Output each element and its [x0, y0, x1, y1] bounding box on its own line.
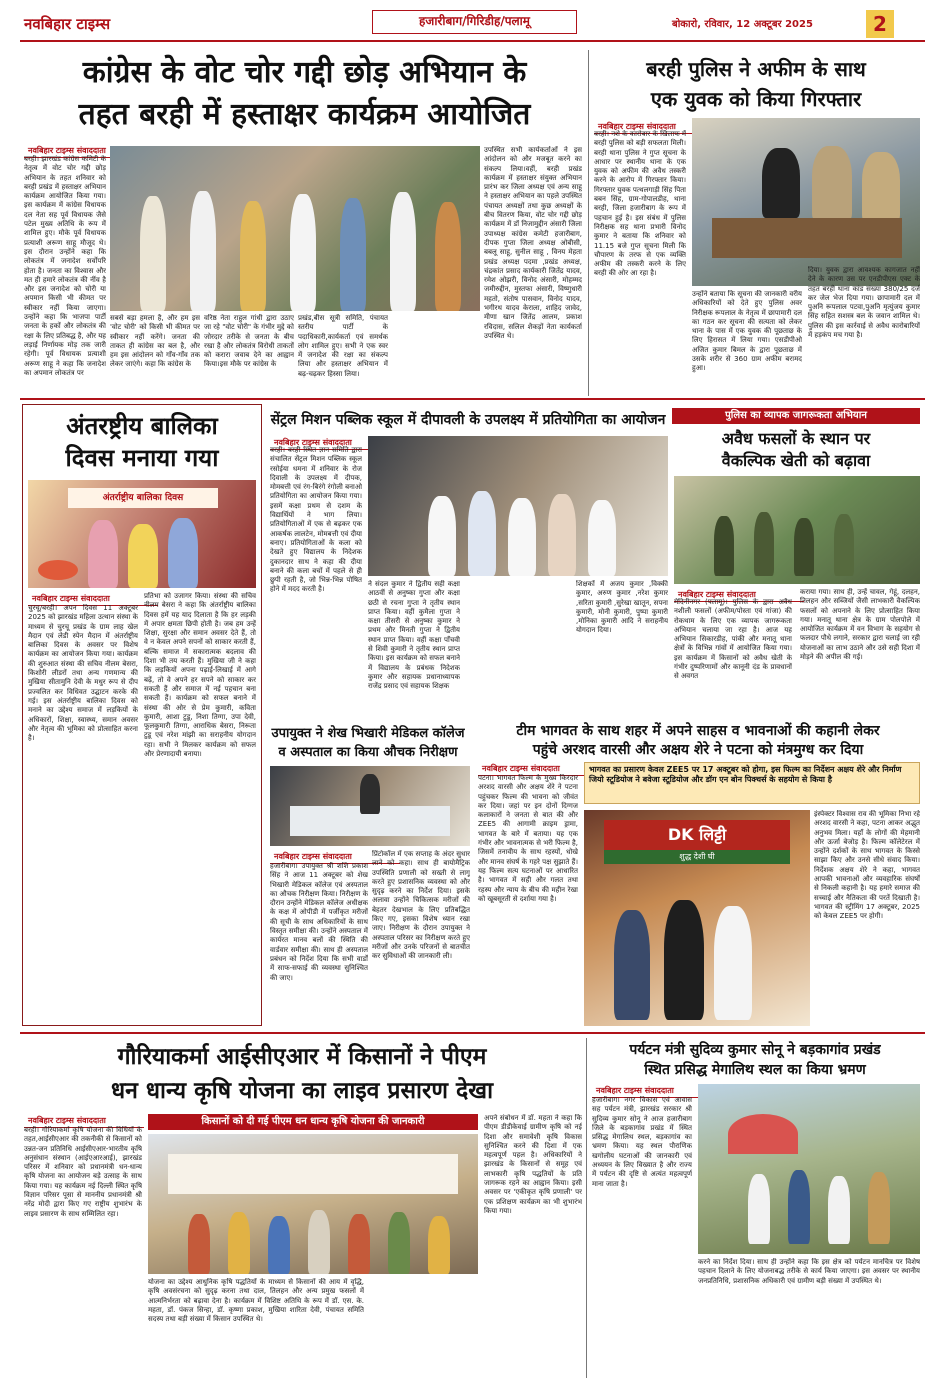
story1-col2: सबसे बड़ा हमला है, और हम इस 'वोट चोरी' को किसी भी कीमत पर स्वीकार नहीं करेंगे। जनता की ताकत ही कांग्रेस का बल है, और हम इस आंदोलन को गाँव-गाँव तक लेकर जाएंगे। कहा कि कांग्रेस के [110, 314, 200, 369]
story8-col3: अपने संबोधन में डॉ. महता ने कहा कि पीएम डीडीकेवाई ग्रामीण कृषि को नई दिशा और समावेशी कृषि विकास सुनिश्चित करने की दिशा में एक महत्वपूर्ण पहल है। अधिकारियों ने झारखंड के किसानों से समूह एवं लाभकारी कृषि पद्धतियों के प्रति जागरूक रहने का आह्वान किया। इसी अवसर पर 'एकीकृत कृषि प्रणाली' पर एक प्रशिक्षण कार्यक्रम का भी शुभारंभ किया गया। [484, 1114, 582, 1215]
column-divider-2 [586, 1038, 587, 1378]
story3-headline-line2: दिवस मनाया गया [65, 444, 219, 472]
story5-photo [674, 476, 920, 584]
paper-name: नवबिहार टाइम्स [24, 15, 111, 33]
story4-byline: नवबिहार टाइम्स संवाददाता [270, 436, 400, 450]
story7-headline-line1: टीम भागवत के साथ शहर में अपने साहस व भावनाओं की कहानी लेकर [516, 723, 880, 739]
story7-byline: नवबिहार टाइम्स संवाददाता [478, 762, 608, 776]
story8-caption: किसानों को दी गई पीएम धन धान्य कृषि योजना की जानकारी [148, 1114, 478, 1130]
story1-byline: नवबिहार टाइम्स संवाददाता [24, 144, 184, 158]
story8-photo [148, 1134, 478, 1274]
story9-col2: करने का निर्देश दिया। साथ ही उन्होंने कहा कि इस क्षेत्र को पर्यटन मानचित्र पर विशेष पहचान दिलाने के लिए योजनाबद्ध तरीके से कार्य किया जाएगा। इस अवसर पर स्थानीय जनप्रतिनिधि, प्रशासनिक अधिकारी एवं ग्रामीण बड़ी संख्या में उपस्थित थे। [698, 1258, 920, 1285]
story8-col2: योजना का उद्देश्य आधुनिक कृषि पद्धतियों के माध्यम से किसानों की आय में वृद्धि, कृषि अवसंरचना को सुदृढ़ करना तथा दाल, तिलहन और अन्य प्रमुख फसलों में आत्मनिर्भरता को बढ़ावा देना है। कार्यक्रम में विशिष्ट अतिथि के रूप में डॉ. एस. के. महता, डॉ. पंकज सिन्हा, डॉ. कृष्णा प्रकाश, मुखिया शारिता देवी, पंचायत समिति सदस्य तथा बड़ी संख्या में किसान उपस्थित थे। [148, 1278, 364, 1324]
section-rule [20, 398, 925, 400]
story6-photo [270, 766, 470, 846]
story5-col1: मेदिनीनगर (पलामू)। पुलिस के द्वारा अवैध नशीली फसलों (अफीम/पोस्ता एवं गांजा) की रोकथाम के लिए एक व्यापक जागरूकता अभियान चलाया जा रहा है। आज यह अभियान सिकारडीह, पांकी और मनातू थाना क्षेत्रों के विभिन्न गांवों में आयोजित किया गया। इस कार्यक्रम में किसानों को अवैध खेती के गंभीर दुष्परिणामों और कानूनी दंड के प्रावधानों से अवगत [674, 598, 792, 681]
story8-headline-line1: गौरियाकर्मा आईसीएआर में किसानों ने पीएम [117, 1044, 487, 1070]
story5-byline: नवबिहार टाइम्स संवाददाता [674, 588, 804, 602]
story3-col1: चुरचू/बरही। अपन दिवस 11 अक्टूबर 2025 को झारखंड महिला उत्थान संस्था के माध्यम से चुरचू प्रखंड के ग्राम लाह खेल मैदान एवं लेडी स्पेन मैदान में अंतर्राष्ट्रीय बालिका दिवस के अवसर पर विशेष कार्यक्रम का आयोजन किया गया। कार्यक्रम की शुरुआत संस्था की सचिव नीलम बेसरा, किशोरी लीडरों तथा अन्य गणमान्य की मुखिया सीतामुनि देवी के मधुर रूप से दीप प्रज्वलित कर विधिवत उद्घाटन करके की गई। इस अंतर्राष्ट्रीय बालिका दिवस को मनाने का उद्देश्य समाज में लड़कियों के अधिकारों, शिक्षा, स्वास्थ्य, समान अवसर और नेतृत्व की भूमिका को प्रोत्साहित करना है। [28, 604, 138, 743]
story2-col3: दिया। युवक द्वारा आवश्यक कागजात नहीं देने के कारण उस पर एनडीपीएस एक्ट के तहत बरही थाना कांड संख्या 380/25 दर्ज कर जेल भेज दिया गया। छापामारी दल में पुअनि रूपलाल पटवा,पुअनि मृत्युंजय कुमार सिंह सहित सशस्त्र बल के जवान शामिल थे। पुलिस की इस कार्रवाई से अवैध कारोबारियों में हड़कंप मच गया है। [808, 266, 920, 340]
story2-photo [692, 118, 920, 286]
story4-col1: बरही। बरही स्थित ज्ञान समिति द्वारा संचालित सेंट्रल मिशन पब्लिक स्कूल रसोईया धमना में शनिवार के रोज दिवाली के उपलक्ष्य में दीपक, मोमबत्ती एवं रंग-बिरंगे रंगोली बनाओ प्रतियोगिता का आयोजन किया गया। इसमें कक्षा प्रथम से दशम के विद्यार्थियों ने भाग लिया। प्रतियोगिताओं में एक से बढ़कर एक आकर्षक लालटेन, मोमबत्ती एवं दीया बनाए। प्रतियोगिताओं के कला को देखते हुए विद्यालय के निदेशक दुकानदार साथ ने कहा की दीया बनाने की कला बचों में पहले से ही छुपी रहती है, जो भिन्न-भिन्न पोषित होने में मदद करती है। [270, 446, 362, 594]
story4-headline: सेंट्रल मिशन पब्लिक स्कूल में दीपावली के उपलक्ष्य में प्रतियोगिता का आयोजन [270, 412, 666, 428]
story5-headline-line1: अवैध फसलों के स्थान पर [721, 429, 871, 448]
story1-headline-line1: कांग्रेस के वोट चोर गद्दी छोड़ अभियान के [82, 55, 527, 90]
story7-banner: DK लिट्टी [604, 820, 790, 850]
story9-headline-line1: पर्यटन मंत्री सुदिव्य कुमार सोनू ने बड़कागांव प्रखंड [629, 1042, 881, 1058]
story9-headline-line2: स्थित प्रसिद्ध मेगालिथ स्थल का किया भ्रमण [644, 1062, 866, 1078]
story1-headline [22, 52, 587, 136]
story7-photo [584, 810, 810, 1026]
story7-headline-line2: पहुंचे अरशद वारसी और अक्षय शेरे ने पटना को मंत्रमुग्ध कर दिया [532, 742, 864, 758]
story8-byline: नवबिहार टाइम्स संवाददाता [24, 1114, 144, 1128]
story1-col3: वरिष्ठ नेता राहुल गांधी द्वारा उठाए जा रहे "वोट चोरी" के गंभीर मुद्दे को जोरदार तरीके से जनता के बीच रखा है और लोकतंत्र विरोधी ताकतों को करारा जवाब देने का आह्वान किया।इस मौके पर कांग्रेस के [204, 314, 294, 369]
story6-headline-line1: उपायुक्त ने शेख भिखारी मेडिकल कॉलेज [271, 726, 465, 741]
story4-col2: ने संदल कुमार ने द्वितीय सही कक्षा आठवीं से अनुष्का गुप्ता और कक्षा छठी से रचना गुप्ता ने तृतीय स्थान प्राप्त किया। वहीं कुमैला गुप्ता ने कक्षा तीसरी से अनुष्का कुमार ने प्रथम और मिनती गुप्ता ने द्वितीय स्थान प्राप्त किया। वहीं कक्षा पाँचवी से शिवी कुमारी ने तृतीय स्थान प्राप्त किया। इस कार्यक्रम को सफल बनाने में विद्यालय के प्रबंधक निदेशक कुमार और सहायक प्रधानाध्यापक राजेंद्र प्रसाद एवं सहायक शिक्षक [368, 580, 460, 691]
story7-banner-sub: शुद्ध देशी घी [604, 850, 790, 864]
story7-highlight: भागवत का प्रसारण केवल ZEE5 पर 17 अक्टूबर को होगा, इस फिल्म का निर्देशन अक्षय शेरे और निर्माण जियो स्टूडियोज ने बवेजा स्टूडियोज और डॉग एन बोन पिक्चर्स के सहयोग से किया है [584, 762, 920, 804]
story4-photo [368, 436, 668, 576]
story1-col1: बरही। झारखंड कांग्रेस कमिटी के नेतृत्व में वोट चोर गद्दी छोड़ अभियान के तहत शनिवार को बरही प्रखंड में हस्ताक्षर अभियान कार्यक्रम आयोजित किया गया।इस कार्यक्रम में कांग्रेस विधायक दल नेता सह पूर्व विधायक जैसे पटेल मुख्य अतिथि के रूप में शामिल हुए। मौके पूर्व विधायक प्रत्याशी अरूण साहू मौजूद थे।इस दौरान उन्होंने कहा कि लोकतंत्र में जनादेश सर्वोपरि होता है। जनता का विश्वास और मत ही हमारे लोकतंत्र की नींव है और इस जनादेश को चोरी या अपमान किसी भी कीमत पर स्वीकार नहीं किया जाएगा। उन्होंने कहा कि भाजपा पार्टी जनता के हकों और लोकतंत्र की रक्षा के लिए प्रतिबद्ध है, और यह लड़ाई निर्णायक मोड़ तक जारी रहेगी। पूर्व विधायक प्रत्याशी अरूण साहू ने कहा कि जनादेश का अपमान लोकतंत्र पर [24, 155, 106, 377]
story6-headline [268, 724, 468, 762]
story7-col2: इंस्पेक्टर विश्वास राव की भूमिका निभा रहे अरशद वारसी ने कहा, पटना आकर अद्भुत अनुभव मिला। यहाँ के लोगों की मेहमानी और ऊर्जा बेजोड़ है। फिल्म कॉलेटेरल में उन्होंने दर्शकों के साथ भागवत के किस्से साझा किए और उनसे सीधे संवाद किया। निर्देशक अक्षय शेरे ने कहा, भागवत आपकी भावनाओं और व्यवहारिक संघर्षों से निकली कहानी है। यह हमारे समाज की सच्चाई और नैतिकता की परतें दिखाती है। भागवत की स्ट्रीमिंग 17 अक्टूबर, 2025 को केवल ZEE5 पर होगी। [814, 810, 920, 921]
story9-photo [698, 1084, 920, 1254]
story2-col2: उन्होंने बताया कि सूचना की जानकारी वरीय अधिकारियों को देते हुए पुलिस अवर निरीक्षक रूपलाल के नेतृत्व में छापामारी दल का गठन कर सूचना की सत्यता को लेकर थाना के पास में एक युवक की पूछताछ के लिए हिरासत में लिया गया। एसडीपीओ अजित कुमार बिमल के द्वारा पूछताछ में उसके शरीर से 360 ग्राम अफीम बरामद हुआ। [692, 290, 802, 373]
story2-byline: नवबिहार टाइम्स संवाददाता [594, 120, 734, 134]
story1-headline-line2: तहत बरही में हस्ताक्षर कार्यक्रम आयोजित [78, 97, 531, 132]
story6-col1: हजारीबाग। उपायुक्त श्री शशि प्रकाश सिंह ने आज 11 अक्टूबर को शेख भिखारी मेडिकल कॉलेज एवं अस्पताल का औचक निरीक्षण किया। निरीक्षण के दौरान उन्होंने मेडिकल कॉलेज अधीक्षक के कक्ष में ओपीडी में पर्जीकृत मरीजों की सूची के साथ अधिकारियों के साथ विस्तृत समीक्षा की। उन्होंने अस्पताल में कार्यरत मानव बलों की स्थिति की वार्डवार समीक्षा की। साथ ही अस्पताल प्रबंधन को निर्देश दिया कि सभी वार्डों में साफ-सफाई की व्यवस्था सुनिश्चित की जाए। [270, 862, 368, 982]
story9-byline: नवबिहार टाइम्स संवाददाता [592, 1084, 722, 1098]
story6-byline: नवबिहार टाइम्स संवाददाता [270, 850, 400, 864]
page-number: 2 [866, 10, 894, 38]
story2-col1: बरही। नशे के कारोबार के खिलाफ में बरही पुलिस को बड़ी सफलता मिली।बरही थाना पुलिस ने गुप्त सूचना के आधार पर स्थानीय थाना के एक युवक को अफीम की अवैध तस्करी करने के आरोप में गिरफ्तार किया। गिरफ्तार युवक पत्थलगाड़ी सिंह पिता बबन सिंह, ग्राम-गोपालडीह, थाना बरही, जिला हजारीबाग के रूप में पहचान हुई है। इस संबंध में पुलिस निरीक्षक सह थाना प्रभारी विनोद कुमार ने बताया कि शनिवार को 11.15 बजे गुप्त सूचना मिली कि चौपारण के तरफ से एक व्यक्ति अफीम की तस्करी करने के लिए बरही की ओर आ रहा है। [594, 130, 686, 278]
story5-col2: कराया गया। साथ ही, उन्हें चावल, गेहूं, दलहन, तिलहन और सब्जियों जैसी लाभकारी वैकल्पिक फसलों को अपनाने के लिए प्रोत्साहित किया गया। मनातू थाना क्षेत्र के ग्राम पोलपोले में आयोजित कार्यक्रम में वन विभाग के सहयोग से फलदार पौधे लगाने, सरकार द्वारा चलाई जा रही योजनाओं का लाभ उठाने और उसे सही दिशा में मोड़ने की अपील की गई। [800, 588, 920, 662]
story9-headline [590, 1040, 920, 1080]
story9-col1: हजारीबाग। नगर विकास एवं आवास सह पर्यटन मंत्री, झारखंड सरकार श्री सुदिव्य कुमार सोनू ने आज हजारीबाग जिले के बड़कागांव प्रखंड में स्थित प्रसिद्ध मेगालिथ स्थल, बड़कागांव का भ्रमण किया। यह स्थल पौराणिक खगोलीय घटनाओं की जानकारी एवं अध्ययन के लिए विख्यात है और राज्य में पर्यटन की दृष्टि से अत्यंत महत्वपूर्ण माना जाता है। [592, 1096, 692, 1188]
story3-col2: प्रतिभा को उजागर किया। संस्था की सचिव नीलम बेसरा ने कहा कि अंतर्राष्ट्रीय बालिका दिवस हमें यह याद दिलाता है कि हर लड़की में अपार क्षमता छिपी होती है। जब हम उन्हें शिक्षा, सुरक्षा और समान अवसर देते हैं, तो वे न केवल अपने सपनों को साकार करती हैं, बल्कि समाज में सकारात्मक बदलाव की दिशा भी तय करती हैं। मुखिया जी ने कहा कि लड़कियों अपना पढ़ाई-लिखाई में आगे बढ़ें, तो वे अपने हर सपने को साकार कर सकती हैं और समाज में नई पहचान बना सकती हैं। कार्यक्रम को सफल बनाने में संस्था की ओर से प्रेम कुमारी, कविता कुमारी, आशा टुडू, निशा तिग्गा, उपा देवी, फूलकुमारी तिग्गा, आराधिक बेसरा, निरूता टुडू एवं नरेश मांझी का सराहनीय योगदान रहा। सभी ने मिलकर कार्यक्रम को सफल और प्रेरणादायी बनाया। [144, 592, 256, 759]
story2-headline-line2: एक युवक को किया गिरफ्तार [650, 87, 862, 111]
story3-headline [26, 410, 258, 474]
story5-headline-line2: वैकल्पिक खेती को बढ़ावा [721, 451, 871, 470]
story7-col1: पटना। भागवत फिल्म के मुख्य किरदार अरशद वारसी और अक्षय शेरे ने पटना पहुंचकर फिल्म की भावना को जीवंत कर दिया। जहां पर इन दोनों दिग्गज कलाकारों ने जनता से बात की और ZEE5 की आगामी क्राइम ड्रामा, भागवत के बारे में बताया। यह एक गंभीर और भावनात्मक से भरी फिल्म है, जिसमें तनावीय के साथ रहस्यों, धोखे और मानव संघर्ष के गहरे पक्ष सुझाते हैं। यह फिल्म सत्य घटनाओं पर आधारित है। भागवत में सही और गलत तथा रहस्य और न्याय के बीच की महीन रेखा को खूबसूरती से दर्शाया गया है। [478, 774, 578, 903]
story2-headline-line1: बरही पुलिस ने अफीम के साथ [646, 57, 866, 81]
story2-headline [592, 54, 920, 114]
story5-kicker: पुलिस का व्यापक जागरूकता अभियान [672, 408, 920, 424]
story8-col1: बरही। गौरियाकर्मा कृषि योजना की विधियों के तहत,आईसीएआर की तकनीकी से किसानों को उन्नत-जन प्रतिनिधि आईसीएआर-भारतीय कृषि अनुसंधान संस्थान (आईएआरआई), झारखंड परिसर में शनिवार को प्रधानमंत्री धन-धान्य कृषि योजना का आयोजन बड़े उत्साह के साथ किया गया। यह कार्यक्रम नई दिल्ली स्थित कृषि विज्ञान परिसर पूसा से माननीय प्रधानमंत्री श्री नरेंद्र मोदी द्वारा किए गए राष्ट्रीय शुभारंभ के लाइव प्रसारण के साथ सम्मिलित रहा। [24, 1126, 142, 1218]
section-rule-2 [20, 1032, 925, 1034]
story6-headline-line2: व अस्पताल का किया औचक निरीक्षण [278, 745, 458, 760]
story5-headline [672, 428, 920, 472]
story7-headline [476, 722, 920, 760]
masthead-rule [20, 40, 925, 42]
dateline: बोकारो, रविवार, 12 अक्टूबर 2025 [672, 19, 813, 30]
story3-byline: नवबिहार टाइम्स संवाददाता [28, 592, 158, 606]
story3-headline-line1: अंतरष्ट्रीय बालिका [66, 412, 218, 440]
story3-photo [28, 480, 256, 588]
story1-photo [110, 146, 480, 311]
story8-headline [22, 1040, 582, 1108]
story1-col4: प्रखंड,बीस सूत्री समिति, पंचायत स्तरीय पार्टी के पदाधिकारी,कार्यकर्ता एवं समर्थक लोग शामिल हुए। सभी ने एक स्वर में जनादेश की रक्षा का संकल्प लिया और हस्ताक्षर अभियान में बढ़-चढ़कर हिस्सा लिया। [298, 314, 388, 378]
story1-col5: उपस्थित सभी कार्यकर्ताओं ने इस आंदोलन को और मजबूत करने का संकल्प लिया।वहीं, बरही प्रखंड कार्यक्रम में हस्ताक्षर संयुक्त अभियान प्रारंभ कर जिला अध्यक्ष एवं अन्य साहू ने हस्ताक्षर अभियान का पहले उपस्थित पंचायत अध्यक्षों तथा कुछ अध्यक्षों के बीच वितरण किया, वोट चोर गद्दी छोड़ कार्यक्रम में डॉ निजामुद्दीन अंसारी जिला उपाध्यक्ष कांग्रेस कमेटी हजारीबाग, दीपक गुप्ता जिला अध्यक्ष ओबीसी, बबलू साहू, सुनील साहू , विनय मेहता प्रखंड अध्यक्ष पदमा ,प्रखंड अध्यक्ष, चंद्रकांत प्रसाद कार्यकारी जितेंद्र यादव, रमेश ओझरी, विनोद अंसारी, मोहम्मद जमीरुद्दीन, मुस्तफा अंसारी, विष्णुधारी महतो, संतोष पासवान, विनोद यादव, भगीरथ यादव केराला, शाहिद जावेद, मीणा खान जितेंद्र आलम, प्रकाश रविदास, सलिल शैकड़ों नेता कार्यकर्ता उपस्थित थे। [484, 146, 582, 340]
story3-banner: अंतर्राष्ट्रीय बालिका दिवस [68, 488, 218, 508]
story8-headline-line2: धन धान्य कृषि योजना का लाइव प्रसारण देखा [110, 1078, 494, 1104]
column-divider [588, 50, 589, 396]
story4-col3: शिक्षकों में अजय कुमार ,विक्की कुमार, अरुण कुमार ,नरेश कुमार ,सरिता कुमारी ,सुरेखा खातून, सपना कुमारी, मोनी कुमारी, पुष्पा कुमारी ,मोनिका कुमारी आदि ने सराहनीय योगदान दिया। [576, 580, 668, 635]
edition-label: हजारीबाग/गिरिडीह/पलामू [372, 10, 577, 34]
story6-col2: प्रिंटोकॉल में एक सप्ताह के अंदर सुधार लाने को कहा। साथ ही बायोमैट्रिक उपस्थिति प्रणाली को सख्ती से लागू करते हुए प्रशासनिक व्यवस्था को और सुदृढ़ करने का निर्देश दिया। इसके अलावा उन्होंने चिकित्सक मरीजों की बेहतर देखभाल के लिए प्रतिबद्धित किए गए, इसका विशेष ध्यान रखा जाए। निरीक्षण के दौरान उपायुक्त ने अस्पताल परिसर का निरीक्षण करते हुए मरीजों और उनके परिजनों से बातचीत कर सुविधाओं की जानकारी ली। [372, 850, 470, 961]
